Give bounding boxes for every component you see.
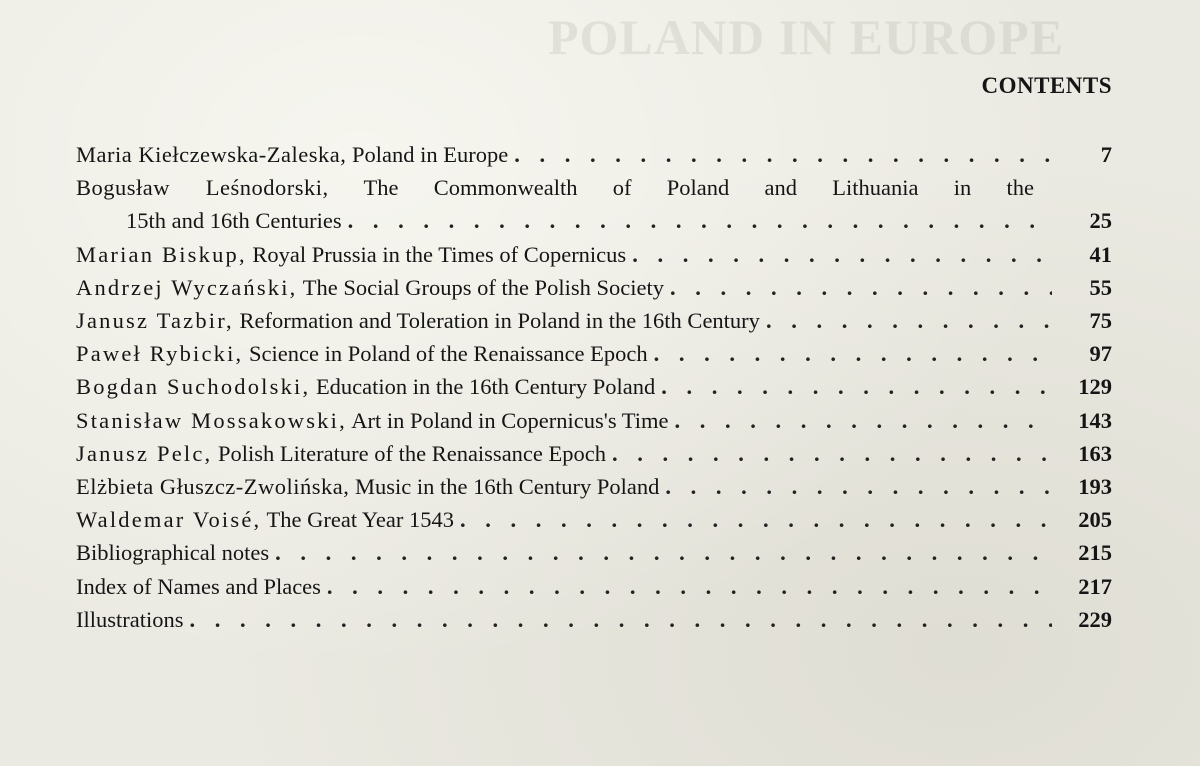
toc-leader-dots <box>661 370 1052 403</box>
toc-title: Reformation and Toleration in Poland in the 16th Century <box>233 308 760 334</box>
toc-page-number: 205 <box>1078 507 1112 533</box>
toc-author: Janusz Tazbir, <box>76 308 234 334</box>
toc-title: Bibliographical notes <box>76 540 270 566</box>
toc-page-number: 7 <box>1100 142 1112 167</box>
toc-leader-dots <box>665 470 1052 503</box>
toc-entry-mossakowski <box>76 404 1112 437</box>
toc-page-number: 229 <box>1078 606 1112 632</box>
toc-entry-wyczanski <box>76 271 1112 304</box>
toc-entry-kielczewska <box>76 138 1112 171</box>
toc-author: Janusz Pelc, <box>76 440 213 466</box>
toc-leader-dots <box>632 238 1052 271</box>
toc-title-line1: The Commonwealth of Poland and Lithuania in the <box>328 175 1034 201</box>
toc-leader-dots <box>275 536 1052 569</box>
toc-title: Polish Literature of the Renaissance Epoch <box>212 440 607 466</box>
toc-leader-dots <box>190 603 1053 636</box>
toc-page-number: 143 <box>1078 407 1112 433</box>
toc-author: Stanisław Mossakowski, <box>76 407 347 433</box>
toc-page-number: 75 <box>1089 308 1112 334</box>
toc-title: Art in Poland in Copernicus's Time <box>346 407 669 433</box>
toc-leader-dots <box>514 138 1052 171</box>
toc-page-number: 163 <box>1078 440 1112 466</box>
toc-entry-rybicki <box>76 337 1112 370</box>
toc-title: The Great Year 1543 <box>261 507 454 533</box>
toc-entry-tazbir <box>76 304 1112 337</box>
toc-author: Andrzej Wyczański, <box>76 274 298 300</box>
table-of-contents <box>76 138 1112 636</box>
toc-entry-lesnodorski <box>76 171 1112 237</box>
toc-title: Illustrations <box>76 606 184 632</box>
toc-title: Index of Names and Places <box>76 573 321 599</box>
show-through-text: POLAND IN EUROPE <box>548 9 1065 65</box>
toc-title: Royal Prussia in the Times of Copernicus <box>246 241 627 267</box>
toc-entry-biskup <box>76 238 1112 271</box>
toc-entry-index <box>76 570 1112 603</box>
toc-page-number: 97 <box>1089 341 1112 367</box>
toc-entry-bibliographical-notes <box>76 536 1112 569</box>
toc-leader-dots <box>654 337 1052 370</box>
toc-page-number: 55 <box>1089 274 1112 300</box>
toc-author: Bogusław Leśnodorski, <box>76 175 329 201</box>
toc-page-number: 129 <box>1078 374 1112 400</box>
toc-entry-gluszcz-zwolinska <box>76 470 1112 503</box>
toc-page-number: 25 <box>1089 208 1112 234</box>
toc-author: Paweł Rybicki, <box>76 341 244 367</box>
contents-heading: CONTENTS <box>981 73 1112 98</box>
toc-entry-pelc <box>76 437 1112 470</box>
toc-leader-dots <box>766 304 1052 337</box>
toc-page-number: 217 <box>1078 573 1112 599</box>
toc-entry-suchodolski <box>76 370 1112 403</box>
toc-page-number: 215 <box>1078 540 1112 566</box>
toc-leader-dots <box>327 570 1052 603</box>
toc-author: Marian Biskup, <box>76 241 247 267</box>
toc-author: Elżbieta Głuszcz-Zwolińska, <box>76 474 350 500</box>
toc-author: Waldemar Voisé, <box>76 507 262 533</box>
toc-leader-dots <box>675 404 1053 437</box>
toc-title: Education in the 16th Century Poland <box>310 374 656 400</box>
toc-entry-illustrations <box>76 603 1112 636</box>
toc-title: Science in Poland of the Renaissance Epoch <box>243 341 648 367</box>
toc-entry-voise <box>76 503 1112 536</box>
toc-title: The Social Groups of the Polish Society <box>297 274 664 300</box>
toc-page-number: 41 <box>1089 241 1112 267</box>
toc-leader-dots <box>460 503 1052 536</box>
toc-leader-dots <box>348 204 1052 237</box>
toc-author: Maria Kiełczewska-Zaleska, <box>76 142 347 167</box>
toc-page-number: 193 <box>1078 474 1112 500</box>
toc-author: Bogdan Suchodolski, <box>76 374 311 400</box>
toc-title-line2: 15th and 16th Centuries <box>126 208 342 234</box>
toc-leader-dots <box>612 437 1052 470</box>
toc-title: Music in the 16th Century Poland <box>349 474 660 500</box>
toc-leader-dots <box>670 271 1052 304</box>
toc-title: Poland in Europe <box>346 142 509 167</box>
